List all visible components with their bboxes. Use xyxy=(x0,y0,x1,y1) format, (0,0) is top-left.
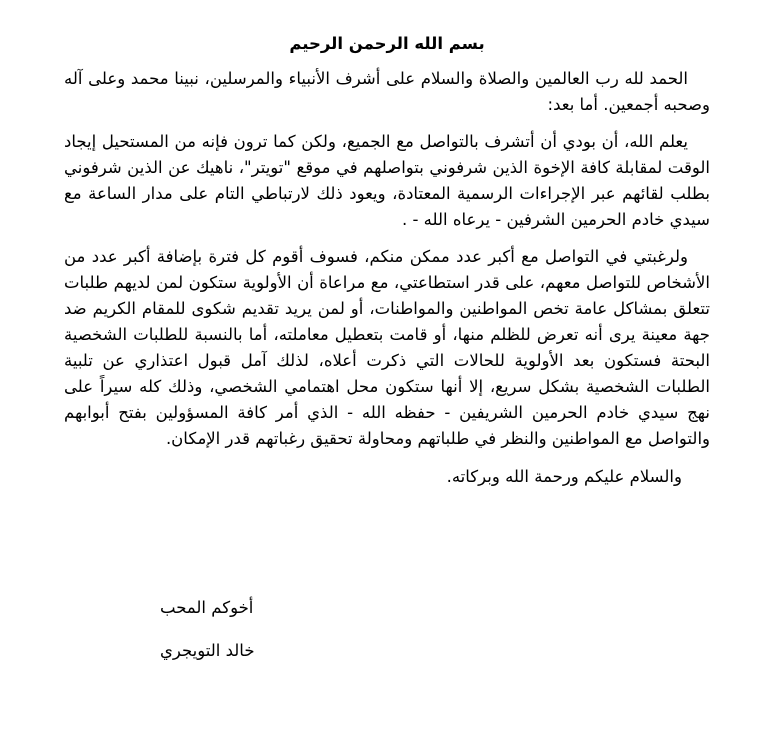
signature-block xyxy=(160,595,360,681)
opening-paragraph: الحمد لله رب العالمين والصلاة والسلام على أشرف الأنبياء والمرسلين، نبينا محمد وعلى آله وصحبه أجمعين. أما بعد: xyxy=(64,69,710,114)
closing-greeting: والسلام عليكم ورحمة الله وبركاته. xyxy=(446,467,682,486)
signature-name: خالد التويجري xyxy=(160,641,255,660)
letter-body xyxy=(64,24,710,490)
basmala-heading: بسم الله الرحمن الرحيم xyxy=(289,34,485,53)
signoff-phrase: أخوكم المحب xyxy=(160,598,254,617)
policy-paragraph: ولرغبتي في التواصل مع أكبر عدد ممكن منكم، فسوف أقوم كل فترة بإضافة أكبر عدد من الأشخاص للتواصل معهم، على قدر استطاعتي، مع مراعاة أن الأولوية ستكون لمن لديهم طلبات تتعلق بمشاكل عامة تخص المواطنين والمواطنات، أو لمن يريد تقديم شكوى للمقام الكريم ضد جهة معينة يرى أنه تعرض للظلم منها، أو قامت بتعطيل معاملته، أما بالنسبة للطلبات الشخصية البحتة فستكون بعد الأولوية للحالات التي ذكرت أعلاه، لذلك آمل قبول اعتذاري عن تلبية الطلبات الشخصية بشكل سريع، إلا أنها ستكون محل اهتمامي الشخصي، وذلك كله سيراً على نهج سيدي خادم الحرمين الشريفين - حفظه الله - الذي أمر كافة المسؤولين بفتح أبوابهم والتواصل مع المواطنين والنظر في طلباتهم ومحاولة تحقيق رغباتهم قدر الإمكان. xyxy=(64,247,710,448)
explanation-paragraph: يعلم الله، أن بودي أن أتشرف بالتواصل مع الجميع، ولكن كما ترون فإنه من المستحيل إيجاد الوقت لمقابلة كافة الإخوة الذين شرفوني بتواصلهم في موقع "تويتر"، ناهيك عن الذين شرفوني بطلب لقائهم عبر الإجراءات الرسمية المعتادة، ويعود ذلك لارتباطي التام على مدار الساعة مع سيدي خادم الحرمين الشرفين - يرعاه الله - . xyxy=(64,132,710,229)
